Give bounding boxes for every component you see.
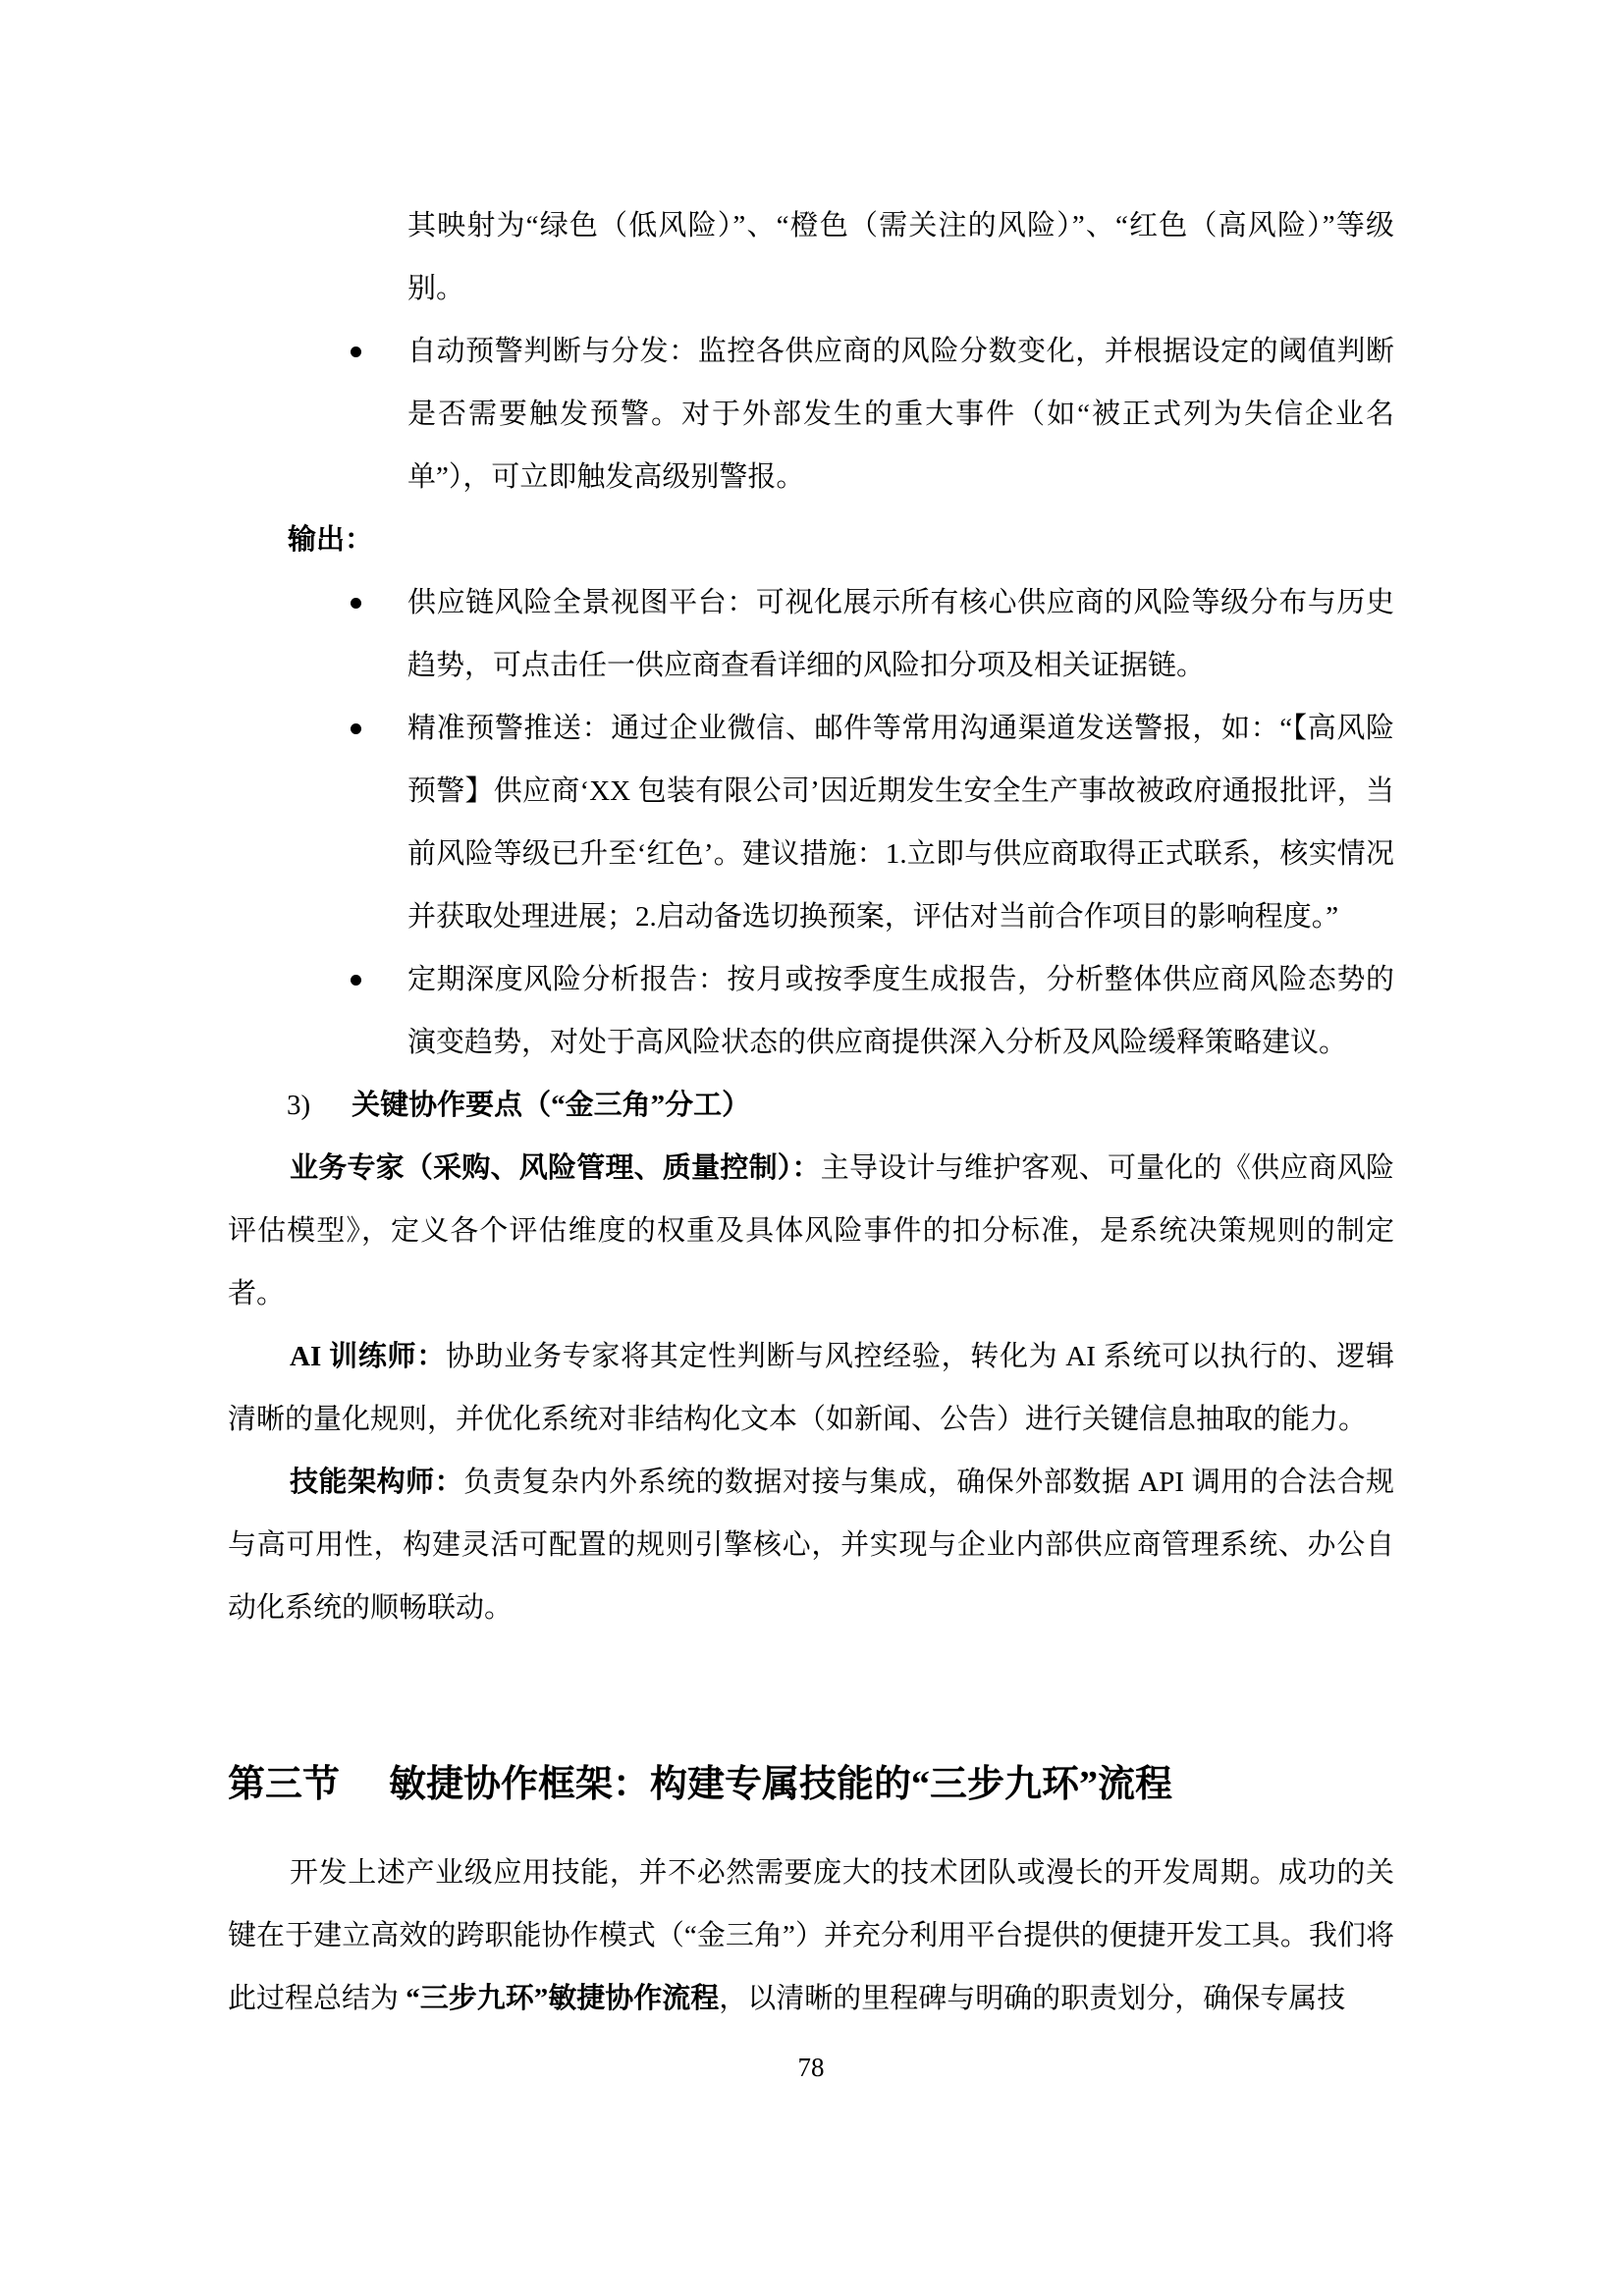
bullet-marker xyxy=(351,723,361,734)
collab-subheading xyxy=(228,1074,1394,1137)
intro-text-pre: 开发上述产业级应用技能，并不必然需要庞大的技术团队或漫长的开发周期。成功的关键在于建立高效的跨职能协作模式（“金三角”）并充分利用平台提供的便捷开发工具。我们将此过程总结为 xyxy=(228,1857,1394,2014)
subheading-number: 3) xyxy=(287,1090,311,1121)
role-paragraph-ai-trainer xyxy=(228,1325,1394,1451)
intro-paragraph xyxy=(228,1842,1394,2030)
bullet-text: 精准预警推送：通过企业微信、邮件等常用沟通渠道发送警报，如：“【高风险预警】供应商‘XX 包装有限公司’因近期发生安全生产事故被政府通报批评，当前风险等级已升至‘红色’。建议措施：1.立即与供应商取得正式联系，核实情况并获取处理进展；2.启动备选切换预案，评估对当前合作项目的影响程度。” xyxy=(407,713,1394,933)
section-heading xyxy=(228,1749,1394,1820)
role-paragraph-business-expert xyxy=(228,1137,1394,1325)
bullet-marker xyxy=(351,598,361,609)
bullet-item-continuation: 其映射为“绿色（低风险）”、“橙色（需关注的风险）”、“红色（高风险）”等级别。 xyxy=(407,210,1394,304)
subheading-title: 关键协作要点（“金三角”分工） xyxy=(352,1090,751,1121)
role-paragraph-skill-architect xyxy=(228,1451,1394,1639)
output-heading: 输出： xyxy=(288,524,374,556)
role-lead: AI 训练师： xyxy=(290,1341,446,1372)
role-lead: 技能架构师： xyxy=(290,1467,464,1498)
role-lead: 业务专家（采购、风险管理、质量控制）： xyxy=(290,1152,821,1184)
list-item-risk-dashboard xyxy=(228,571,1394,697)
list-item-alert-push xyxy=(228,697,1394,948)
role-body: 协助业务专家将其定性判断与风控经验，转化为 AI 系统可以执行的、逻辑清晰的量化规则，并优化系统对非结构化文本（如新闻、公告）进行关键信息抽取的能力。 xyxy=(228,1341,1394,1435)
bullet-text: 定期深度风险分析报告：按月或按季度生成报告，分析整体供应商风险态势的演变趋势，对处于高风险状态的供应商提供深入分析及风险缓释策略建议。 xyxy=(407,964,1394,1058)
bullet-text: 自动预警判断与分发：监控各供应商的风险分数变化，并根据设定的阈值判断是否需要触发预警。对于外部发生的重大事件（如“被正式列为失信企业名单”），可立即触发高级别警报。 xyxy=(407,336,1394,493)
section-title: 敏捷协作框架：构建专属技能的“三步九环”流程 xyxy=(389,1764,1173,1805)
section-number: 第三节 xyxy=(228,1764,341,1805)
intro-text-post: ，以清晰的里程碑与明确的职责划分，确保专属技 xyxy=(719,1983,1346,2014)
list-item-periodic-report xyxy=(228,948,1394,1074)
list-item-auto-alert xyxy=(228,320,1394,508)
intro-text-bold: “三步九环”敏捷协作流程 xyxy=(406,1983,720,2014)
role-body: 主导设计与维护客观、可量化的《供应商风险评估模型》，定义各个评估维度的权重及具体风险事件的扣分标准，是系统决策规则的制定者。 xyxy=(228,1152,1394,1309)
page-number: 78 xyxy=(797,2053,825,2082)
bullet-marker xyxy=(351,975,361,986)
bullet-text: 供应链风险全景视图平台：可视化展示所有核心供应商的风险等级分布与历史趋势，可点击任一供应商查看详细的风险扣分项及相关证据链。 xyxy=(407,587,1394,681)
role-body: 负责复杂内外系统的数据对接与集成，确保外部数据 API 调用的合法合规与高可用性，构建灵活可配置的规则引擎核心，并实现与企业内部供应商管理系统、办公自动化系统的顺畅联动。 xyxy=(228,1467,1394,1624)
bullet-marker xyxy=(351,347,361,357)
